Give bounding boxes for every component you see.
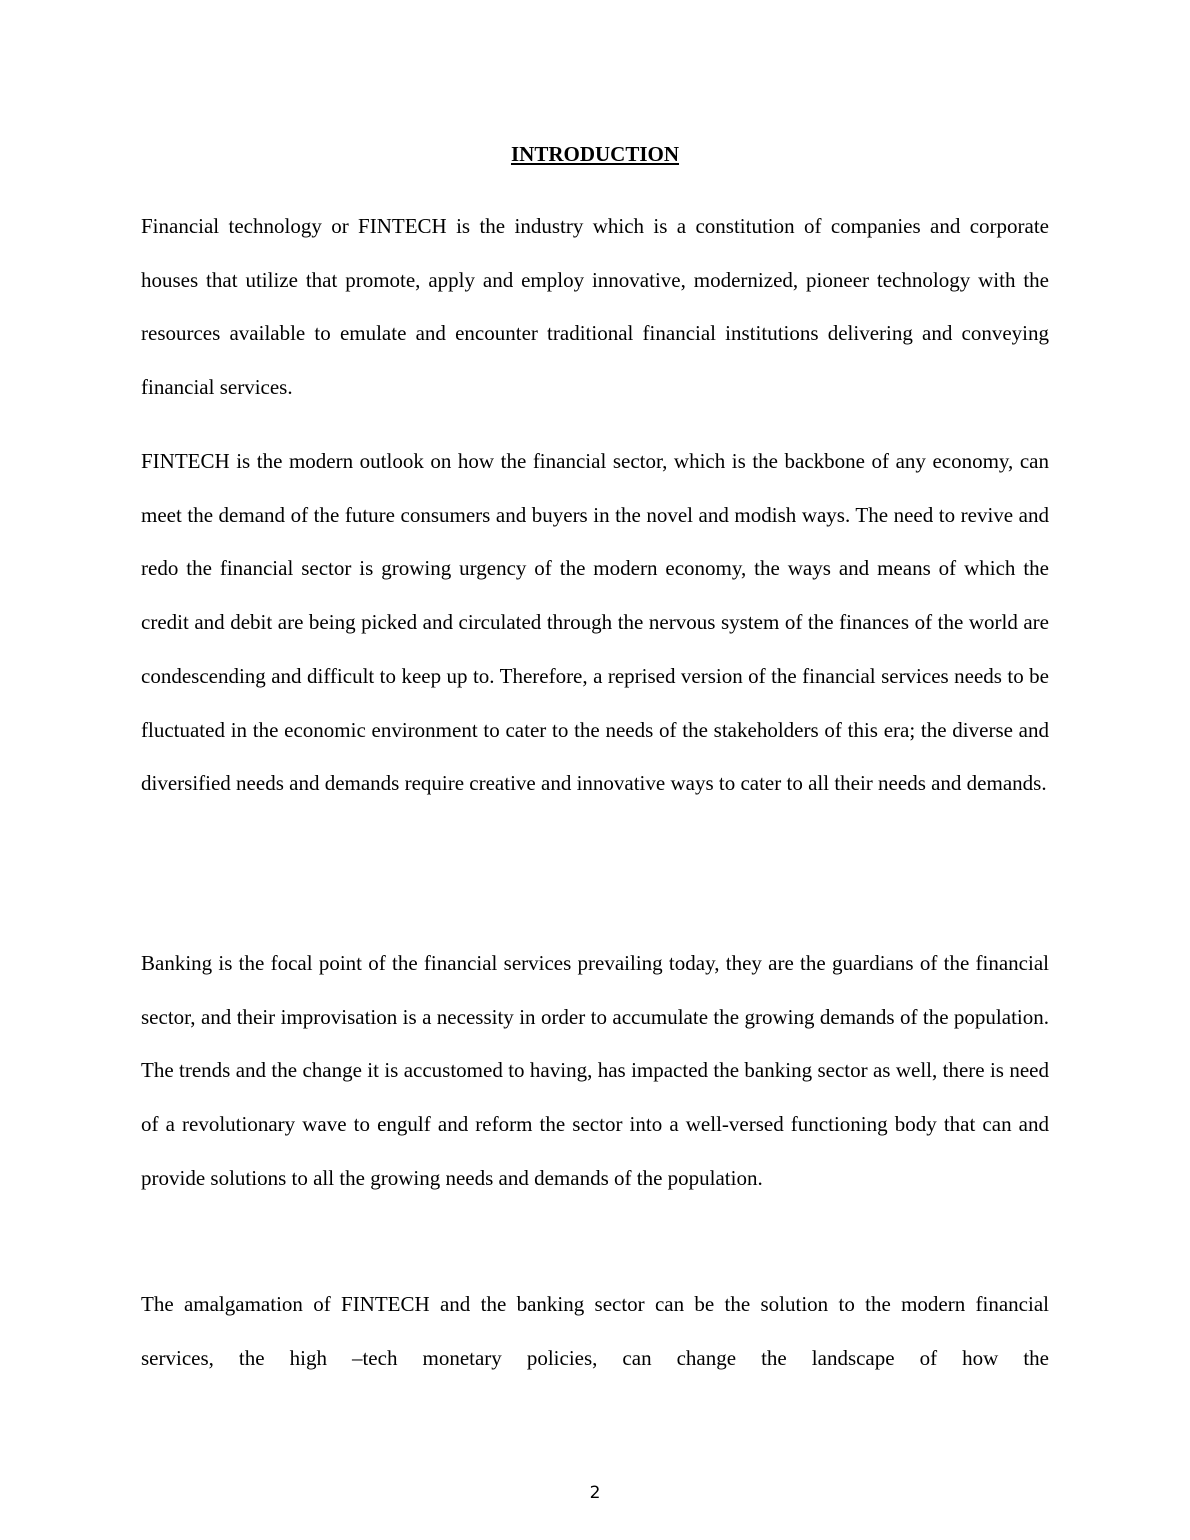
page-number: 2	[589, 1483, 601, 1503]
paragraph-fintech-outlook: FINTECH is the modern outlook on how the financial sector, which is the backbone of any economy, can meet the demand of the future consumers and buyers in the novel and modish ways. The need to revive and redo the financial sector is growing urgency of the modern economy, the ways and means of which the credit and debit are being picked and circulated through the nervous system of the finances of the world are condescending and difficult to keep up to. Therefore, a reprised version of the financial services needs to be fluctuated in the economic environment to cater to the needs of the stakeholders of this era; the diverse and diversified needs and demands require creative and innovative ways to cater to all their needs and demands.	[141, 449, 1049, 796]
paragraph-amalgamation: The amalgamation of FINTECH and the banking sector can be the solution to the modern financial services, the high –tech monetary policies, can change the landscape of how the	[141, 1292, 1049, 1370]
paragraph-banking: Banking is the focal point of the financial services prevailing today, they are the guardians of the financial sector, and their improvisation is a necessity in order to accumulate the growing demands of the population. The trends and the change it is accustomed to having, has impacted the banking sector as well, there is need of a revolutionary wave to engulf and reform the sector into a well-versed functioning body that can and provide solutions to all the growing needs and demands of the population.	[141, 951, 1049, 1190]
section-title: INTRODUCTION	[510, 142, 680, 166]
paragraph-intro-definition: Financial technology or FINTECH is the industry which is a constitution of companies and corporate houses that utilize that promote, apply and employ innovative, modernized, pioneer technology with the resources available to emulate and encounter traditional financial institutions delivering and conveying financial services.	[141, 214, 1049, 400]
